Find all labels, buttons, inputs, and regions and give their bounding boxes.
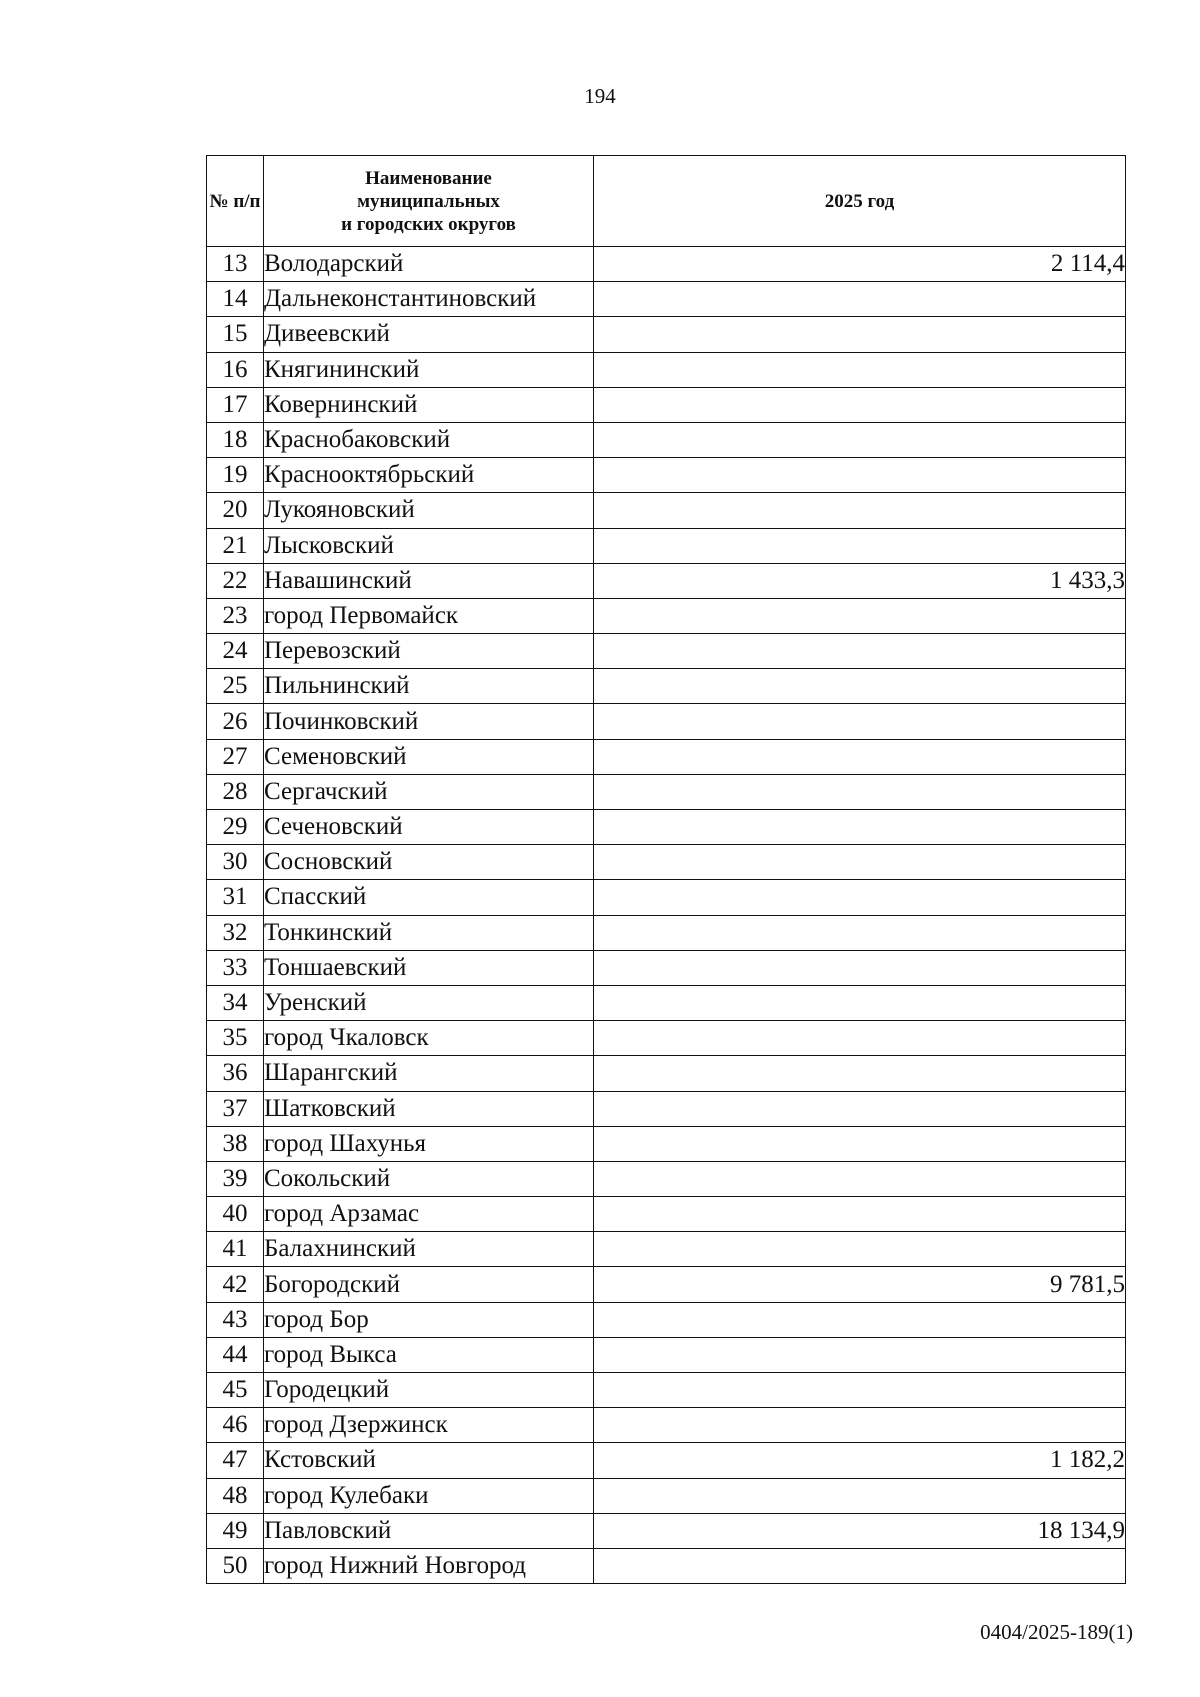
row-value: [594, 458, 1126, 493]
table-row: [207, 810, 1126, 845]
header-name-line3: и городских округов: [341, 213, 516, 235]
row-name: город Кулебаки: [264, 1478, 594, 1513]
row-name: Семеновский: [264, 739, 594, 774]
table-row: [207, 352, 1126, 387]
row-number: 47: [207, 1443, 264, 1478]
row-number: 32: [207, 915, 264, 950]
row-name: Лукояновский: [264, 493, 594, 528]
table-row: [207, 1021, 1126, 1056]
header-name: [264, 156, 594, 247]
row-value: [594, 1056, 1126, 1091]
row-name: Дальнеконстантиновский: [264, 282, 594, 317]
row-number: 39: [207, 1161, 264, 1196]
row-name: Сергачский: [264, 774, 594, 809]
row-value: [594, 1161, 1126, 1196]
row-name: Володарский: [264, 247, 594, 282]
table-row: [207, 774, 1126, 809]
row-value: [594, 1126, 1126, 1161]
row-name: город Первомайск: [264, 598, 594, 633]
table-row: [207, 422, 1126, 457]
row-value: 1 433,3: [594, 563, 1126, 598]
table-header-row: [207, 156, 1126, 247]
row-name: Перевозский: [264, 634, 594, 669]
table-row: [207, 1337, 1126, 1372]
row-number: 34: [207, 985, 264, 1020]
table-row: [207, 845, 1126, 880]
row-value: [594, 1478, 1126, 1513]
row-value: [594, 1408, 1126, 1443]
table-row: [207, 387, 1126, 422]
table-row: [207, 950, 1126, 985]
row-name: город Дзержинск: [264, 1408, 594, 1443]
row-name: Сокольский: [264, 1161, 594, 1196]
row-name: Дивеевский: [264, 317, 594, 352]
row-value: [594, 1197, 1126, 1232]
row-name: город Нижний Новгород: [264, 1548, 594, 1583]
row-value: [594, 669, 1126, 704]
row-value: [594, 422, 1126, 457]
table-row: [207, 1548, 1126, 1583]
row-name: город Чкаловск: [264, 1021, 594, 1056]
table-row: [207, 985, 1126, 1020]
row-value: [594, 598, 1126, 633]
row-number: 20: [207, 493, 264, 528]
row-value: [594, 528, 1126, 563]
table-row: [207, 563, 1126, 598]
row-number: 28: [207, 774, 264, 809]
row-value: [594, 704, 1126, 739]
row-name: Ковернинский: [264, 387, 594, 422]
row-number: 22: [207, 563, 264, 598]
row-value: [594, 739, 1126, 774]
row-value: [594, 1337, 1126, 1372]
table-row: [207, 1302, 1126, 1337]
table-row: [207, 247, 1126, 282]
row-name: город Выкса: [264, 1337, 594, 1372]
table-row: [207, 1373, 1126, 1408]
row-number: 19: [207, 458, 264, 493]
row-number: 50: [207, 1548, 264, 1583]
row-number: 30: [207, 845, 264, 880]
header-year: 2025 год: [594, 156, 1126, 247]
row-value: 18 134,9: [594, 1513, 1126, 1548]
row-value: [594, 634, 1126, 669]
table-row: [207, 282, 1126, 317]
row-number: 29: [207, 810, 264, 845]
row-name: Сосновский: [264, 845, 594, 880]
table-row: [207, 1056, 1126, 1091]
row-number: 46: [207, 1408, 264, 1443]
table-row: [207, 1478, 1126, 1513]
row-name: Тонкинский: [264, 915, 594, 950]
row-number: 15: [207, 317, 264, 352]
header-num: № п/п: [207, 156, 264, 247]
page-number: 194: [584, 84, 616, 108]
row-number: 31: [207, 880, 264, 915]
row-number: 36: [207, 1056, 264, 1091]
row-name: Краснооктябрьский: [264, 458, 594, 493]
row-value: [594, 493, 1126, 528]
row-value: [594, 317, 1126, 352]
row-value: [594, 1091, 1126, 1126]
row-value: [594, 810, 1126, 845]
row-value: [594, 352, 1126, 387]
row-value: [594, 950, 1126, 985]
row-name: город Шахунья: [264, 1126, 594, 1161]
row-number: 24: [207, 634, 264, 669]
row-name: город Арзамас: [264, 1197, 594, 1232]
row-number: 42: [207, 1267, 264, 1302]
row-name: Уренский: [264, 985, 594, 1020]
row-value: [594, 774, 1126, 809]
row-number: 33: [207, 950, 264, 985]
row-name: Лысковский: [264, 528, 594, 563]
row-name: Тоншаевский: [264, 950, 594, 985]
document-code: 0404/2025-189(1): [980, 1620, 1133, 1644]
row-number: 26: [207, 704, 264, 739]
row-number: 25: [207, 669, 264, 704]
row-number: 37: [207, 1091, 264, 1126]
table-row: [207, 598, 1126, 633]
row-value: [594, 282, 1126, 317]
row-name: Починковский: [264, 704, 594, 739]
row-value: [594, 1232, 1126, 1267]
header-name-line2: муниципальных: [357, 190, 500, 212]
table-row: [207, 458, 1126, 493]
row-number: 49: [207, 1513, 264, 1548]
row-number: 13: [207, 247, 264, 282]
row-value: [594, 387, 1126, 422]
row-value: [594, 1548, 1126, 1583]
municipal-table: [206, 155, 1126, 1584]
table-row: [207, 634, 1126, 669]
row-number: 16: [207, 352, 264, 387]
table-row: [207, 317, 1126, 352]
table-row: [207, 1232, 1126, 1267]
row-value: [594, 1302, 1126, 1337]
row-number: 38: [207, 1126, 264, 1161]
row-value: [594, 880, 1126, 915]
row-name: Богородский: [264, 1267, 594, 1302]
table-row: [207, 739, 1126, 774]
row-number: 44: [207, 1337, 264, 1372]
table-row: [207, 880, 1126, 915]
row-value: [594, 985, 1126, 1020]
row-value: [594, 1373, 1126, 1408]
row-number: 27: [207, 739, 264, 774]
row-name: Навашинский: [264, 563, 594, 598]
table-row: [207, 1161, 1126, 1196]
row-name: Кстовский: [264, 1443, 594, 1478]
row-name: Павловский: [264, 1513, 594, 1548]
row-number: 14: [207, 282, 264, 317]
row-number: 48: [207, 1478, 264, 1513]
row-name: Спасский: [264, 880, 594, 915]
row-number: 21: [207, 528, 264, 563]
table-row: [207, 1197, 1126, 1232]
table-row: [207, 1091, 1126, 1126]
row-number: 43: [207, 1302, 264, 1337]
row-value: [594, 845, 1126, 880]
row-value: 2 114,4: [594, 247, 1126, 282]
table-row: [207, 704, 1126, 739]
row-name: город Бор: [264, 1302, 594, 1337]
row-value: 9 781,5: [594, 1267, 1126, 1302]
row-number: 40: [207, 1197, 264, 1232]
table-body: [207, 247, 1126, 1584]
row-name: Городецкий: [264, 1373, 594, 1408]
row-number: 23: [207, 598, 264, 633]
row-name: Пильнинский: [264, 669, 594, 704]
table-row: [207, 528, 1126, 563]
row-name: Балахнинский: [264, 1232, 594, 1267]
table-row: [207, 1267, 1126, 1302]
table-row: [207, 915, 1126, 950]
row-name: Сеченовский: [264, 810, 594, 845]
table-row: [207, 669, 1126, 704]
row-number: 17: [207, 387, 264, 422]
row-value: [594, 915, 1126, 950]
row-value: 1 182,2: [594, 1443, 1126, 1478]
row-name: Шарангский: [264, 1056, 594, 1091]
row-name: Шатковский: [264, 1091, 594, 1126]
table-row: [207, 1513, 1126, 1548]
table-row: [207, 1443, 1126, 1478]
table-row: [207, 1126, 1126, 1161]
row-number: 45: [207, 1373, 264, 1408]
row-name: Краснобаковский: [264, 422, 594, 457]
row-value: [594, 1021, 1126, 1056]
table-row: [207, 493, 1126, 528]
row-number: 18: [207, 422, 264, 457]
header-name-line1: Наименование: [365, 167, 492, 189]
row-number: 41: [207, 1232, 264, 1267]
row-number: 35: [207, 1021, 264, 1056]
table-row: [207, 1408, 1126, 1443]
row-name: Княгининский: [264, 352, 594, 387]
